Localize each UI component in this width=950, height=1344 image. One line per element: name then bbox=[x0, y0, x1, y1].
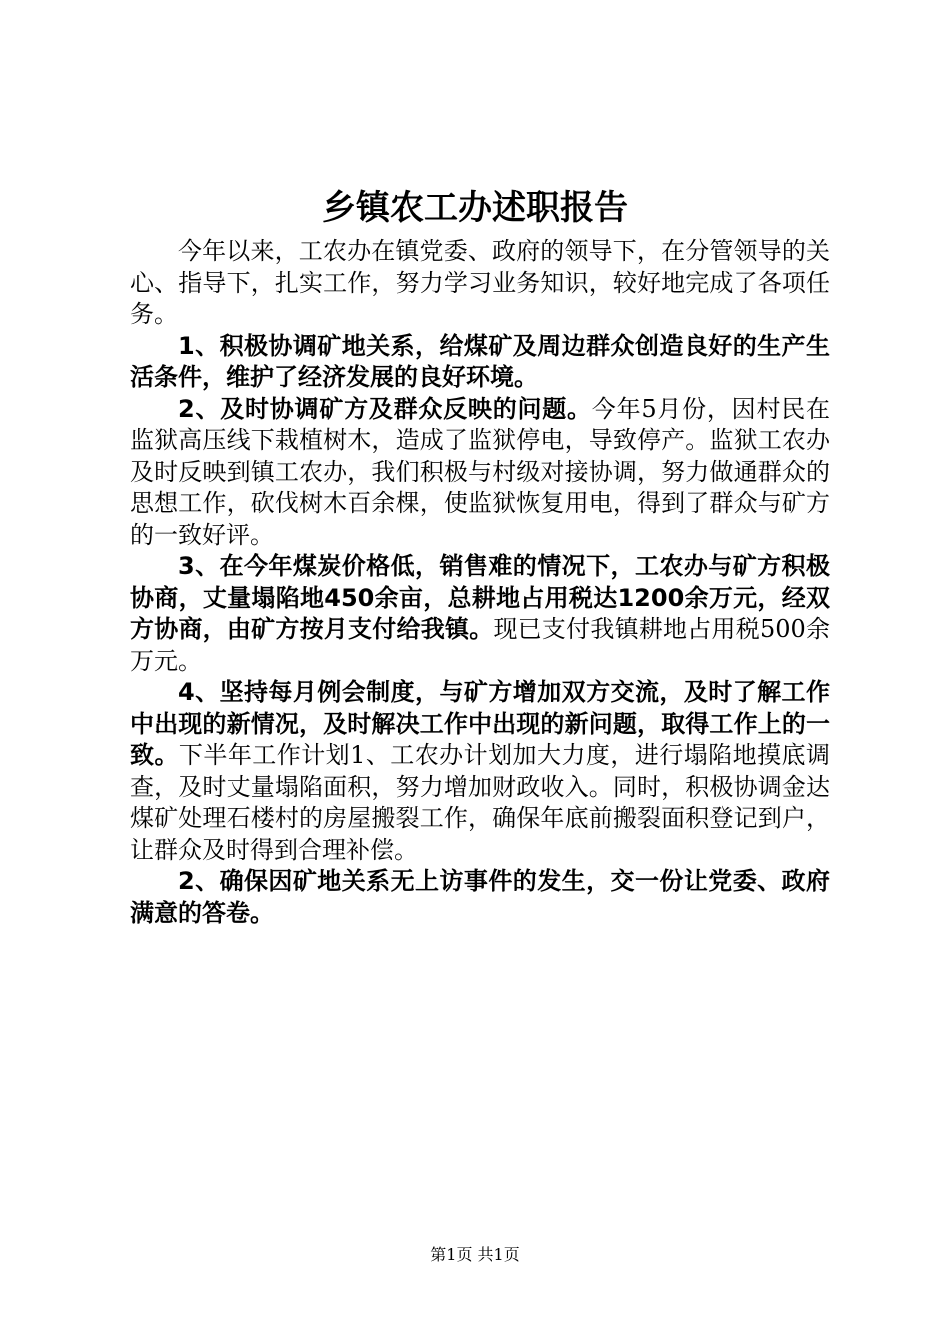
paragraph-item-1 bbox=[130, 331, 830, 394]
paragraph-text: 下半年工作计划1、工农办计划加大力度，进行塌陷地摸底调查，及时丈量塌陷面积，努力增加财政收入。同时，积极协调金达煤矿处理石楼村的房屋搬裂工作，确保年底前搬裂面积登记到户，让群众及时得到合理补偿。 bbox=[130, 741, 830, 864]
document-title: 乡镇农工办述职报告 bbox=[322, 188, 628, 228]
paragraph-item-4 bbox=[130, 677, 830, 866]
paragraph-heading: 2、确保因矿地关系无上访事件的发生，交一份让党委、政府满意的答卷。 bbox=[130, 867, 830, 927]
paragraph-plan-2 bbox=[130, 866, 830, 929]
document-body bbox=[130, 236, 830, 929]
paragraph-intro bbox=[130, 236, 830, 331]
paragraph-heading: 4、坚持每月例会制度，与矿方增加双方交流，及时了解工作中出现的新情况，及时解决工作中出现的新问题，取得工作上的一致。 bbox=[130, 678, 830, 769]
paragraph-heading: 1、积极协调矿地关系，给煤矿及周边群众创造良好的生产生活条件，维护了经济发展的良好环境。 bbox=[130, 331, 830, 391]
paragraph-text: 今年以来，工农办在镇党委、政府的领导下，在分管领导的关心、指导下，扎实工作，努力学习业务知识，较好地完成了各项任务。 bbox=[130, 237, 830, 328]
paragraph-item-2 bbox=[130, 394, 830, 552]
page-footer: 第1页 共1页 bbox=[430, 1245, 520, 1264]
paragraph-text: 现已支付我镇耕地占用税500余万元。 bbox=[130, 615, 830, 675]
paragraph-heading: 3、在今年煤炭价格低，销售难的情况下，工农办与矿方积极协商，丈量塌陷地450余亩，总耕地占用税达1200余万元，经双方协商，由矿方按月支付给我镇。 bbox=[130, 552, 830, 643]
paragraph-text: 今年5月份，因村民在监狱高压线下栽植树木，造成了监狱停电，导致停产。监狱工农办及时反映到镇工农办，我们积极与村级对接协调，努力做通群众的思想工作，砍伐树木百余棵，使监狱恢复用电，得到了群众与矿方的一致好评。 bbox=[130, 394, 830, 549]
paragraph-heading: 2、及时协调矿方及群众反映的问题。 bbox=[178, 394, 592, 423]
paragraph-item-3 bbox=[130, 551, 830, 677]
